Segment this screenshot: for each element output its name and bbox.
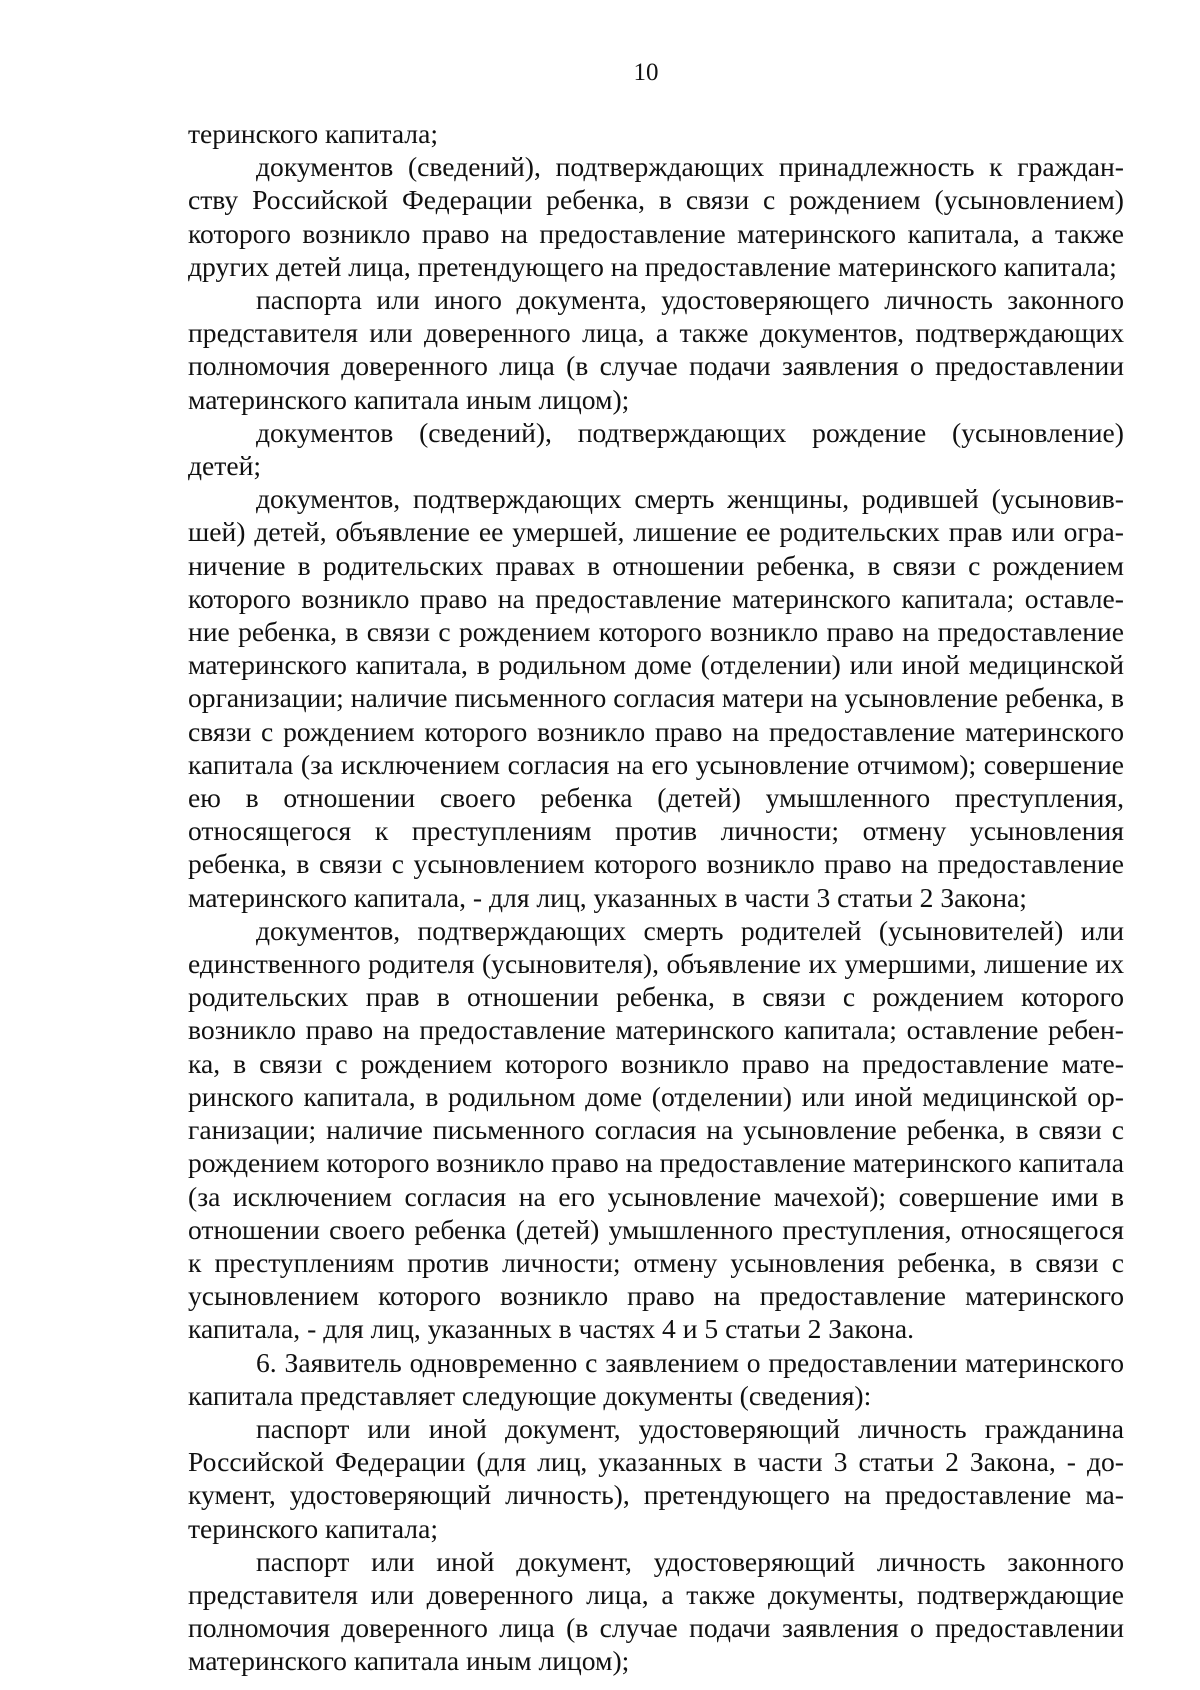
paragraph: паспорт или иной документ, удостоверяющий личность законного представителя или доверенного лица, а также документы, подтверждающие полномочия доверенного лица (в случае подачи заявления о предоставлении материнского капитала иным лицом); — [188, 1545, 1124, 1677]
paragraph: документов (сведений), подтверждающих рождение (усыновление) детей; — [188, 416, 1124, 482]
document-body — [188, 117, 1124, 1678]
paragraph-continuation: теринского капитала; — [188, 118, 438, 149]
paragraph: документов, подтверждающих смерть родителей (усыновителей) или единственного родителя (усыновителя), объявление их умершими, лишение их родительских прав в отношении ребенка, в связи с рождением которого возникло право на предоставление материнского капитала; оставление ребенка, в связи с рождением которого возникло право на предоставление материнского капитала, в родильном доме (отделении) или иной медицинской организации; наличие письменного согласия на усыновление ребенка, в связи с рождением которого возникло право на предоставление материнского капитала (за исключением согласия на его усыновление мачехой); совершение ими в отношении своего ребенка (детей) умышленного преступления, относящегося к преступлениям против личности; отмену усыновления ребенка, в связи с усыновлением которого возникло право на предоставление материнского капитала, - для лиц, указанных в частях 4 и 5 статьи 2 Закона. — [188, 914, 1124, 1345]
paragraph: паспорта или иного документа, удостоверяющего личность законного представителя или доверенного лица, а также документов, подтверждающих полномочия доверенного лица (в случае подачи заявления о предоставлении материнского капитала иным лицом); — [188, 284, 1124, 415]
paragraph: документов (сведений), подтверждающих принадлежность к гражданству Российской Федерации ребенка, в связи с рождением (усыновлением) которого возникло право на предоставление материнского капитала, а также других детей лица, претендующего на предоставление материнского капитала; — [188, 151, 1124, 282]
paragraph-section-6: 6. Заявитель одновременно с заявлением о предоставлении материнского капитала представляет следующие документы (сведения): — [188, 1346, 1124, 1411]
paragraph: паспорт или иной документ, удостоверяющий личность гражданина Российской Федерации (для лиц, указанных в части 3 статьи 2 Закона, - документ, удостоверяющий личность), претендующего на предоставление материнского капитала; — [188, 1412, 1124, 1544]
page-number: 10 — [633, 59, 659, 86]
paragraph: документов, подтверждающих смерть женщины, родившей (усыновившей) детей, объявление ее умершей, лишение ее родительских прав или ограничение в родительских правах в отношении ребенка, в связи с рождением которого возникло право на предоставление материнского капитала; оставление ребенка, в связи с рождением которого возникло право на предоставление материнского капитала, в родильном доме (отделении) или иной медицинской организации; наличие письменного согласия матери на усыновление ребенка, в связи с рождением которого возникло право на предоставление материнского капитала (за исключением согласия на его усыновление отчимом); совершение ею в отношении своего ребенка (детей) умышленного преступления, относящегося к преступлениям против личности; отмену усыновления ребенка, в связи с усыновлением которого возникло право на предоставление материнского капитала, - для лиц, указанных в части 3 статьи 2 Закона; — [188, 483, 1124, 913]
